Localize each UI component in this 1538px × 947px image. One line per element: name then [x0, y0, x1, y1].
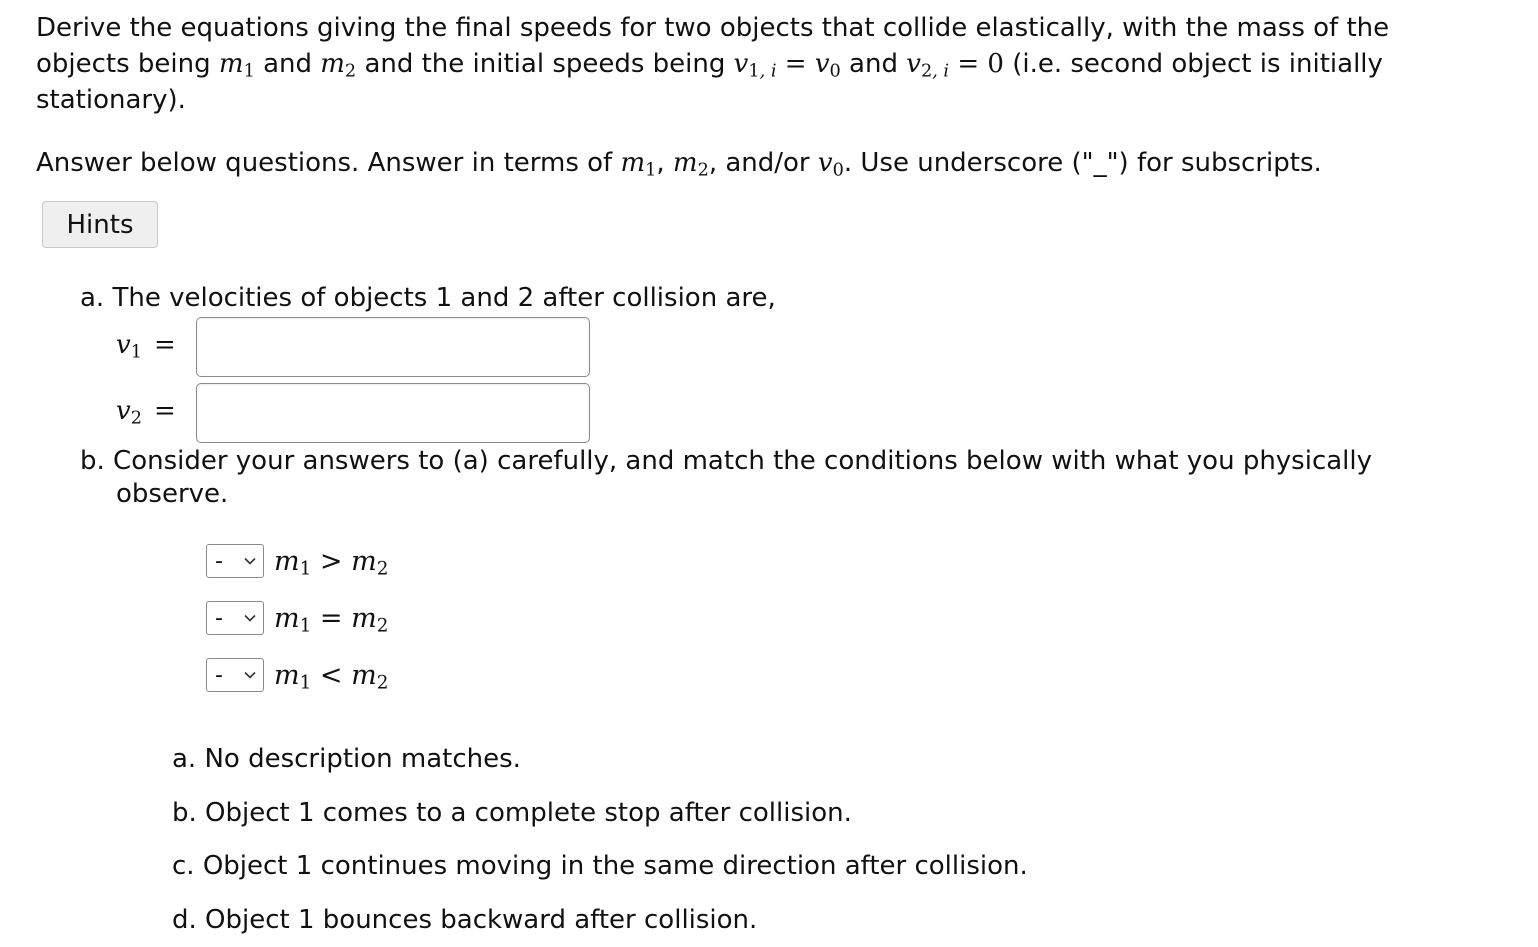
condition-text: $m_1 > m_2$ [274, 546, 388, 577]
condition-select[interactable]: - [206, 544, 264, 578]
equals-sign-2: = [957, 49, 979, 79]
intro-text-2: and the initial speeds being [364, 49, 725, 79]
intro-and-2: and [849, 49, 898, 79]
condition-text: $m_1 = m_2$ [274, 603, 388, 634]
v2-answer-input[interactable] [196, 383, 590, 443]
symbol-v0: $v_0$ [815, 49, 841, 79]
symbol-v1i: $v_{1, i}$ [734, 49, 777, 79]
symbol-v2i: $v_{2, i}$ [906, 49, 949, 79]
condition-select[interactable]: - [206, 601, 264, 635]
choice-item: c. Object 1 continues moving in the same direction after collision. [172, 840, 1028, 894]
part-b-prompt: b. Consider your answers to (a) carefully, and match the conditions below with what you physically observe. [80, 445, 1380, 511]
hints-button[interactable]: Hints [42, 201, 158, 248]
symbol-m1: $m_1$ [219, 49, 255, 79]
answer-choices [172, 733, 1028, 947]
choice-item: b. Object 1 comes to a complete stop after collision. [172, 787, 1028, 841]
zero-value: 0 [987, 49, 1004, 79]
symbol-m1: $m_1$ [620, 148, 656, 178]
intro-text-3: (i.e. second object is initially stationary). [36, 49, 1383, 115]
part-a-prompt: a. The velocities of objects 1 and 2 after collision are, [80, 280, 776, 316]
condition-row [206, 657, 388, 693]
choice-item: d. Object 1 bounces backward after collision. [172, 894, 1028, 947]
chevron-down-icon [243, 554, 257, 568]
symbol-m2: $m_2$ [320, 49, 356, 79]
condition-row [206, 600, 388, 636]
problem-statement [36, 10, 1476, 118]
symbol-v0: $v_0$ [818, 148, 844, 178]
intro-text-1: Derive the equations giving the final speeds for two objects that collide elastically, with the mass of the objects being [36, 13, 1389, 79]
v1-answer-input[interactable] [196, 317, 590, 377]
instructions: Answer below questions. Answer in terms of $m_1$, $m_2$, and/or $v_0$. Use underscore ("_") for subscripts. [36, 145, 1322, 181]
chevron-down-icon [243, 611, 257, 625]
condition-select[interactable]: - [206, 658, 264, 692]
choice-item: a. No description matches. [172, 733, 1028, 787]
equals-sign: = [785, 49, 807, 79]
condition-row [206, 543, 388, 579]
symbol-m2: $m_2$ [673, 148, 709, 178]
intro-and-1: and [263, 49, 312, 79]
chevron-down-icon [243, 668, 257, 682]
v2-label: $v_2$ = [116, 396, 176, 426]
v1-label: $v_1$ = [116, 330, 176, 360]
condition-text: $m_1 < m_2$ [274, 660, 388, 691]
